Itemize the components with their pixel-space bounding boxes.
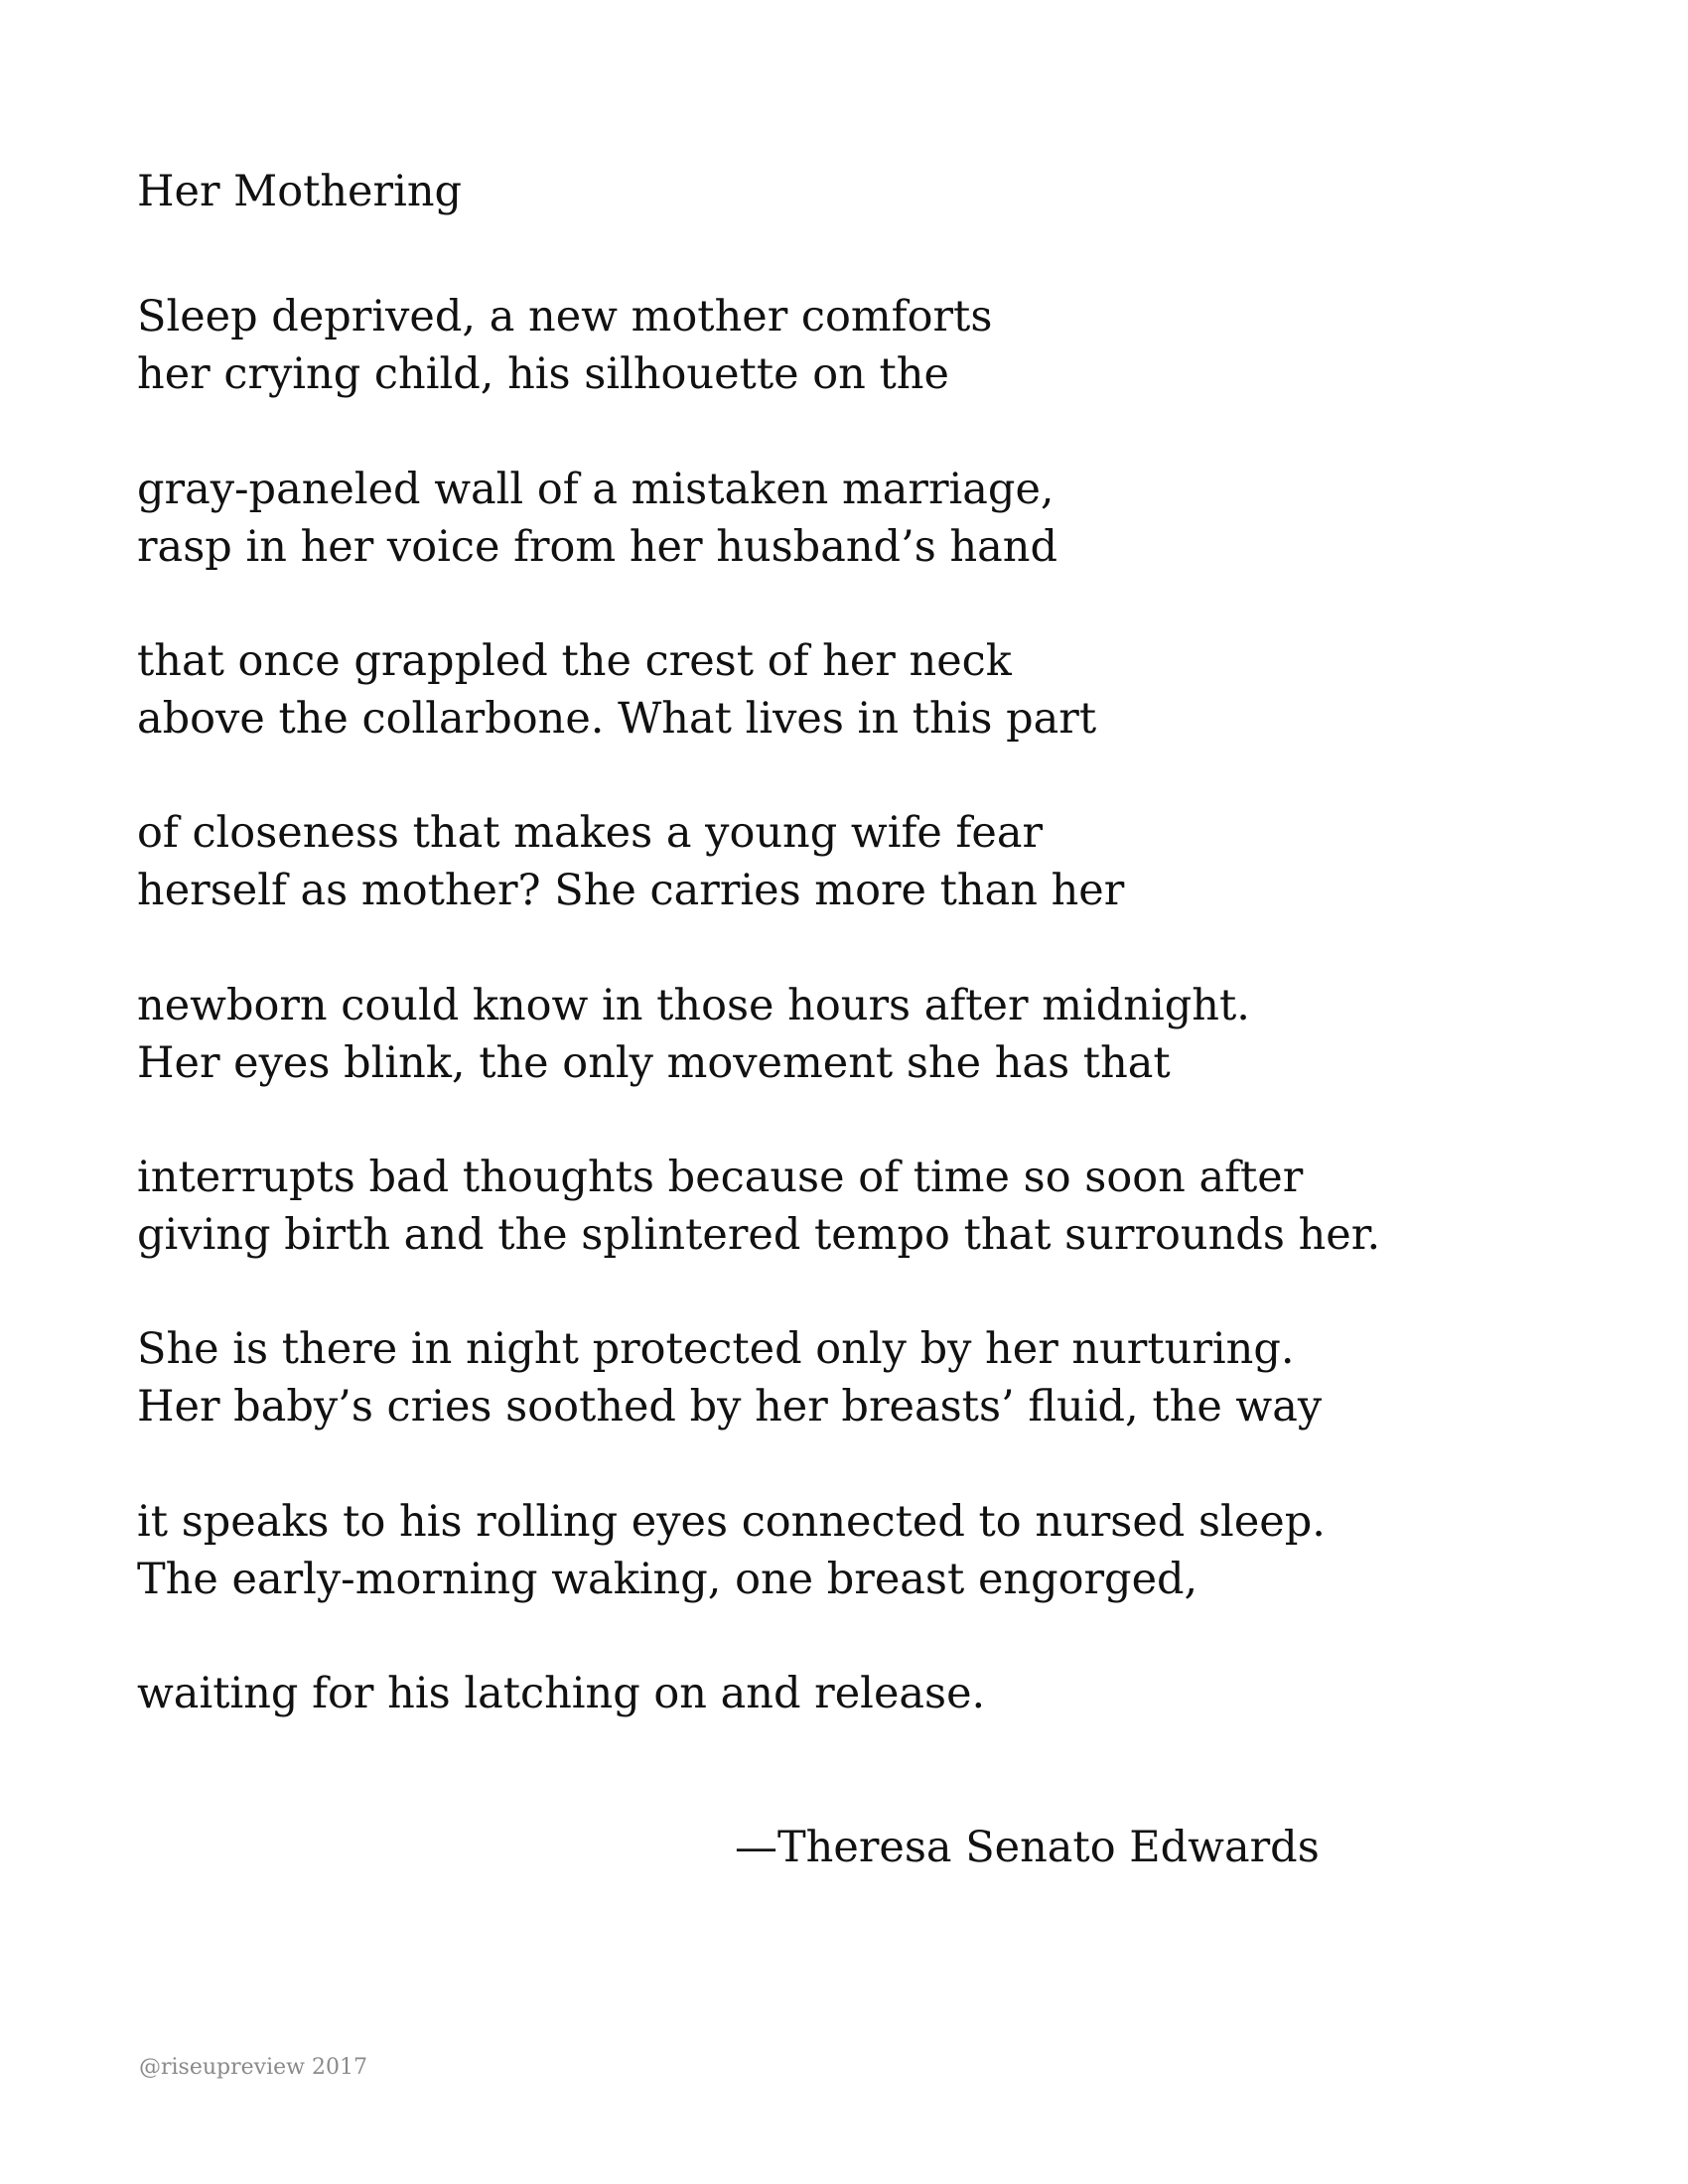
poem-line: Sleep deprived, a new mother comforts (137, 292, 993, 341)
poem-title: Her Mothering (137, 167, 463, 216)
poem-line: Her baby’s cries soothed by her breasts’ fluid, the way (137, 1382, 1323, 1432)
poem-line: above the collarbone. What lives in this part (137, 694, 1097, 744)
footer-credit: @riseupreview 2017 (139, 2055, 367, 2080)
stanza-6 (137, 1149, 1380, 1264)
poem-line: giving birth and the splintered tempo that surrounds her. (137, 1210, 1381, 1260)
stanza-9 (137, 1665, 985, 1722)
poem-line: The early-morning waking, one breast engorged, (137, 1555, 1198, 1604)
poem-line: herself as mother? She carries more than her (137, 866, 1125, 915)
stanza-7 (137, 1320, 1322, 1435)
poem-line: newborn could know in those hours after midnight. (137, 981, 1250, 1030)
author-byline: —Theresa Senato Edwards (735, 1823, 1320, 1872)
poem-line: her crying child, his silhouette on the (137, 349, 949, 399)
stanza-5 (137, 977, 1250, 1092)
poem-line: She is there in night protected only by her nurturing. (137, 1324, 1295, 1374)
stanza-2 (137, 461, 1057, 576)
stanza-8 (137, 1493, 1326, 1608)
stanza-1 (137, 288, 992, 403)
poem-line: rasp in her voice from her husband’s hand (137, 522, 1058, 572)
poem-line: waiting for his latching on and release. (137, 1669, 986, 1718)
stanza-3 (137, 632, 1096, 748)
poem-line: that once grappled the crest of her neck (137, 636, 1012, 686)
poem-line: gray-paneled wall of a mistaken marriage, (137, 465, 1055, 514)
poem-line: interrupts bad thoughts because of time so soon after (137, 1153, 1304, 1202)
poem-line: Her eyes blink, the only movement she has that (137, 1038, 1171, 1088)
poem-line: of closeness that makes a young wife fear (137, 808, 1044, 858)
poem-line: it speaks to his rolling eyes connected to nursed sleep. (137, 1497, 1326, 1547)
stanza-4 (137, 804, 1124, 919)
